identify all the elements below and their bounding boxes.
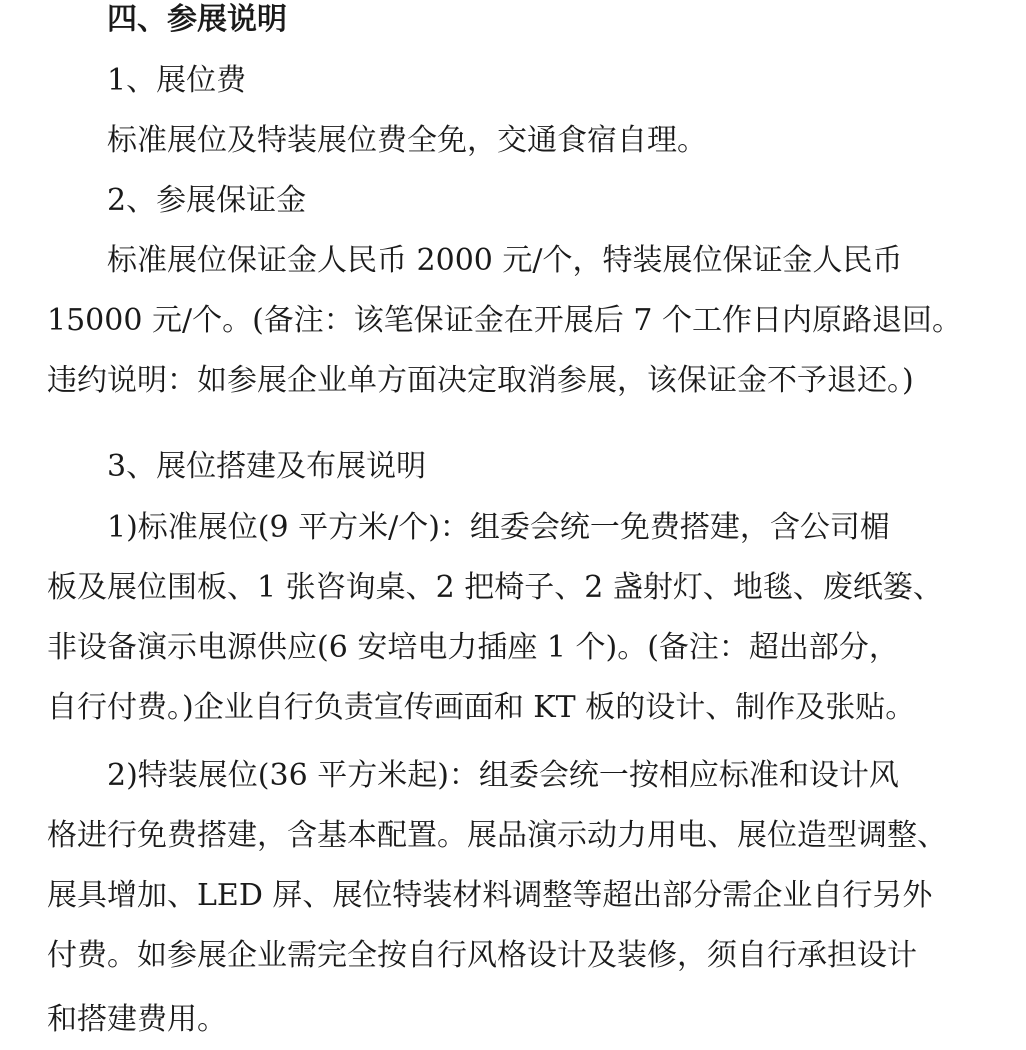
item2-title: 2、参展保证金 — [107, 183, 307, 218]
special-booth-line1: 2)特装展位(36 平方米起)：组委会统一按相应标准和设计风 — [107, 758, 899, 793]
item1-title: 1、展位费 — [107, 63, 247, 98]
item1-text: 标准展位及特装展位费全免，交通食宿自理。 — [107, 123, 707, 158]
item2-text-line2: 15000 元/个。(备注：该笔保证金在开展后 7 个工作日内原路退回。 — [47, 303, 962, 338]
item3-title: 3、展位搭建及布展说明 — [107, 449, 427, 484]
item2-text-line1: 标准展位保证金人民币 2000 元/个，特装展位保证金人民币 — [107, 243, 903, 278]
item2-text-line3: 违约说明：如参展企业单方面决定取消参展，该保证金不予退还。) — [47, 363, 914, 398]
standard-booth-line1: 1)标准展位(9 平方米/个)：组委会统一免费搭建，含公司楣 — [107, 510, 890, 545]
special-booth-line4: 付费。如参展企业需完全按自行风格设计及装修，须自行承担设计 — [47, 938, 917, 973]
section-heading: 四、参展说明 — [107, 2, 287, 37]
special-booth-line5: 和搭建费用。 — [47, 1002, 227, 1037]
special-booth-line2: 格进行免费搭建，含基本配置。展品演示动力用电、展位造型调整、 — [47, 818, 947, 853]
standard-booth-line3: 非设备演示电源供应(6 安培电力插座 1 个)。(备注：超出部分， — [47, 630, 899, 665]
standard-booth-line4: 自行付费。)企业自行负责宣传画面和 KT 板的设计、制作及张贴。 — [47, 690, 916, 725]
standard-booth-line2: 板及展位围板、1 张咨询桌、2 把椅子、2 盏射灯、地毯、废纸篓、 — [47, 570, 943, 605]
special-booth-line3: 展具增加、LED 屏、展位特装材料调整等超出部分需企业自行另外 — [47, 878, 933, 913]
